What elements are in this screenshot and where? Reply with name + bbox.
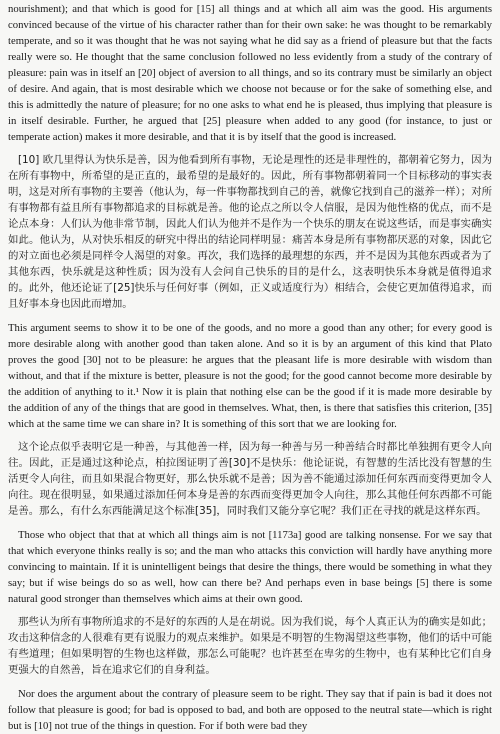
paragraph-english-2: This argument seems to show it to be one of the goods, and no more a good than any other; for every good is more desirable along with another good than taken alone. And so it is by an argument of this kind that Plato proves the good [30] not to be pleasure: he argues that the pleasant life is more desirable with wisdom than without, and that if the mixture is better, pleasure is not the good; for the good cannot become more desirable by the addition of anything to it.¹ Now it is plain that nothing else can be the good if it is made more desirable by the addition of any of the things that are good in themselves. What, then, is there that satisfies this criterion, [35] which at the same time we can share in? It is something of this sort that we are looking for.	[8, 322, 492, 430]
paragraph-english-4: Nor does the argument about the contrary of pleasure seem to be right. They say that if pain is bad it does not follow that pleasure is good; for bad is opposed to bad, and both are opposed to the neutral state—which is right but is [10] not true of the things in question. For if both were bad they	[8, 688, 492, 732]
paragraph-english-3: Those who object that that at which all things aim is not [1173a] good are talking nonsense. For we say that that which everyone thinks really is so; and the man who attacks this conviction will hardly have anything more convincing to maintain. If it is unintelligent beings that desire the things, there would be something in what they say; but if wise beings do so as well, how can there be? And perhaps even in base beings [5] there is some natural good stronger than themselves which aims at their own good.	[8, 529, 492, 605]
paragraph-english-1: nourishment); and that which is good for [15] all things and at which all aim was the good. His arguments convinced because of the virtue of his character rather than for their own sake: he was thought to be remarkably temperate, and so it was thought that he was not saying what he did say as a friend of pleasure but that the facts really were so. He thought that the same conclusion followed no less evidently from a study of the contrary of pleasure: pain was in itself an [20] object of aversion to all things, and so its contrary must be similarly an object of desire. And again, that is most desirable which we choose not because or for the sake of something else, and this is admittedly the nature of pleasure; for no one asks to what end he is pleased, thus implying that pleasure is in itself desirable. Further, he argued that [25] pleasure when added to any good (for instance, to just or temperate action) makes it more desirable, and that it is by itself that the good is increased.	[8, 3, 492, 143]
paragraph-chinese-3: 那些认为所有事物所追求的不是好的东西的人是在胡说。因为我们说，每个人真正认为的确实是如此；攻击这种信念的人很难有更有说服力的观点来维护。如果是不明智的生物渴望这些事物，他们的话中可能有些道理；但如果明智的生物也这样做，那怎么可能呢？也许甚至在卑劣的生物中，也有某种比它们自身更强大的自然善，旨在追求它们的自身利益。	[8, 616, 492, 676]
paragraph-chinese-2: 这个论点似乎表明它是一种善，与其他善一样，因为每一种善与另一种善结合时都比单独拥有更令人向往。因此，正是通过这种论点，柏拉图证明了善[30]不是快乐：他论证说，有智慧的生活比没有智慧的生活更令人向往，而且如果混合物更好，那么快乐就不是善；因为善不能通过添加任何东西而变得更加令人向往。现在很明显，如果通过添加任何本身是善的东西而变得更加令人向往，那么其他任何东西都不可能是善。那么，有什么东西能满足这个标准[35]，同时我们又能分享它呢？我们正在寻找的就是这样东西。	[8, 441, 492, 517]
paragraph-chinese-1: [10] 欧几里得认为快乐是善，因为他看到所有事物，无论是理性的还是非理性的，都朝着它努力，因为在所有事物中，所希望的是正直的，最希望的是最好的。因此，所有事物都朝着同一个目标移动的事实表明，这是对所有事物的主要善（他认为，每一件事物都找到自己的善，就像它找到自己的滋养一样）；对所有事物都有益且所有事物都追求的目标就是善。他的论点之所以令人信服，是因为他性格的优点，而不是论点本身：人们认为他非常节制，因此人们认为他并不是作为一个快乐的朋友在说这些话，而是事实确实如此。他认为，从对快乐相反的研究中得出的结论同样明显：痛苦本身是所有事物都厌恶的对象，因此它的对立面也必须是同样令人渴望的对象。再次，我们选择的最理想的东西，并不是因为其他东西或者为了其他东西，快乐就是这种性质；因为没有人会问自己快乐的目的是什么，这表明快乐本身就是值得追求的。此外，他还论证了[25]快乐与任何好事（例如，正义或适度行为）相结合，会使它更加值得追求，而且好事本身也因此而增加。	[8, 154, 492, 310]
